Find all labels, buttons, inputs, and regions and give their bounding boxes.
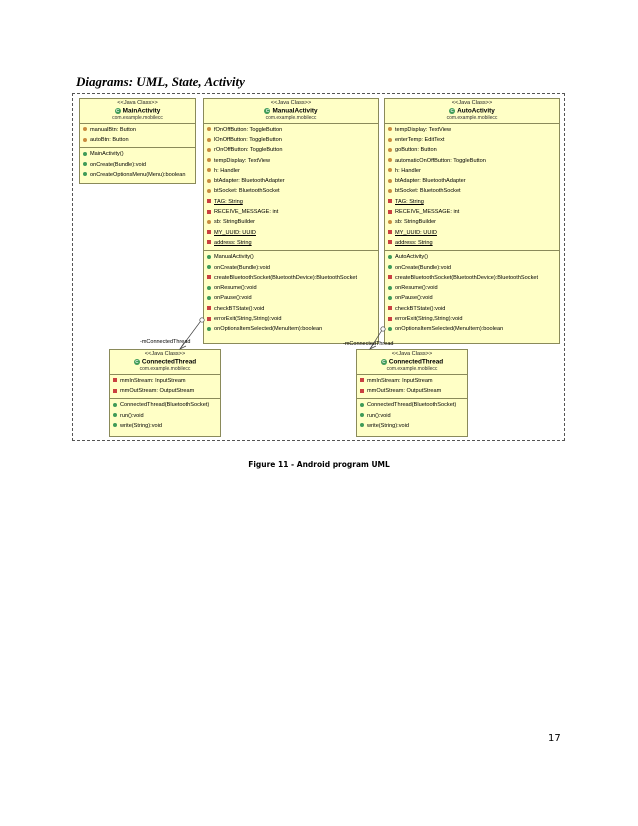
field-row: mmInStream: InputStream	[360, 376, 464, 386]
static-field-row: RECEIVE_MESSAGE: int	[388, 207, 556, 217]
stereotype-label: <<Java Class>>	[451, 100, 493, 106]
method-row: createBluetoothSocket(BluetoothDevice):BluetoothSocket	[388, 273, 556, 283]
stereotype-label: <<Java Class>>	[270, 100, 312, 106]
package-label: com.example.mobilecc	[265, 114, 317, 121]
method-row: onOptionsItemSelected(MenuItem):boolean	[388, 324, 556, 334]
class-icon: C	[450, 107, 454, 113]
package-label: com.example.mobilecc	[139, 365, 191, 372]
method-row: createBluetoothSocket(BluetoothDevice):BluetoothSocket	[207, 273, 375, 283]
static-field-row: TAG: String	[207, 197, 375, 207]
section-heading: Diagrams: UML, State, Activity	[76, 74, 245, 89]
method-row: write(String):void	[360, 421, 464, 431]
field-row: manualBtn: Button	[83, 125, 192, 135]
method-row: checkBTState():void	[388, 304, 556, 314]
field-row: sb: StringBuilder	[207, 217, 375, 227]
method-row: onCreate(Bundle):void	[83, 160, 192, 170]
class-icon: C	[265, 107, 270, 113]
class-icon: C	[135, 358, 139, 364]
class-name: C MainActivity	[116, 107, 161, 115]
method-row: ManualActivity()	[207, 252, 375, 262]
field-row: lOnOffButton: ToggleButton	[207, 135, 375, 145]
class-name: C ConnectedThread	[382, 358, 444, 366]
method-row: checkBTState():void	[207, 304, 375, 314]
class-icon: C	[382, 358, 386, 364]
field-row: h: Handler	[388, 166, 556, 176]
stereotype-label: <<Java Class>>	[391, 351, 433, 357]
class-name: C ManualActivity	[265, 107, 318, 115]
package-label: com.example.mobilecc	[446, 114, 498, 121]
static-field-row: MY_UUID: UUID	[388, 228, 556, 238]
field-row: tempDisplay: TextView	[207, 156, 375, 166]
field-row: automaticOnOffButton: ToggleButton	[388, 156, 556, 166]
field-row: fOnOffButton: ToggleButton	[207, 125, 375, 135]
method-row: onCreate(Bundle):void	[207, 263, 375, 273]
method-row: onOptionsItemSelected(MenuItem):boolean	[207, 324, 375, 334]
method-row: onResume():void	[388, 283, 556, 293]
field-row: autoBtn: Button	[83, 135, 192, 145]
field-row: btAdapter: BluetoothAdapter	[207, 176, 375, 186]
method-row: onPause():void	[388, 293, 556, 303]
class-name: C ConnectedThread	[135, 358, 197, 366]
method-row: ConnectedThread(BluetoothSocket)	[360, 400, 464, 410]
field-row: h: Handler	[207, 166, 375, 176]
static-field-row: MY_UUID: UUID	[207, 228, 375, 238]
field-row: rOnOffButton: ToggleButton	[207, 145, 375, 155]
static-field-row: TAG: String	[388, 197, 556, 207]
method-row: run():void	[360, 411, 464, 421]
stereotype-label: <<Java Class>>	[144, 351, 186, 357]
method-row: errorExit(String,String):void	[388, 314, 556, 324]
method-row: ConnectedThread(BluetoothSocket)	[113, 400, 217, 410]
method-row: onResume():void	[207, 283, 375, 293]
method-row: MainActivity()	[83, 149, 192, 159]
field-row: enterTemp: EditText	[388, 135, 556, 145]
page-number: 17	[548, 733, 561, 744]
method-row: AutoActivity()	[388, 252, 556, 262]
field-row: sb: StringBuilder	[388, 217, 556, 227]
method-row: errorExit(String,String):void	[207, 314, 375, 324]
method-row: write(String):void	[113, 421, 217, 431]
package-label: com.example.mobilecc	[112, 114, 163, 121]
field-row: btSocket: BluetoothSocket	[207, 186, 375, 196]
method-row: onCreate(Bundle):void	[388, 263, 556, 273]
field-row: btAdapter: BluetoothAdapter	[388, 176, 556, 186]
field-row: goButton: Button	[388, 145, 556, 155]
field-row: mmOutStream: OutputStream	[113, 386, 217, 396]
class-icon: C	[116, 107, 120, 113]
association-label-right: -mConnectedThread	[343, 341, 394, 347]
field-row: mmInStream: InputStream	[113, 376, 217, 386]
nesting-marker-left	[200, 318, 204, 322]
static-field-row: RECEIVE_MESSAGE: int	[207, 207, 375, 217]
method-row: run():void	[113, 411, 217, 421]
field-row: mmOutStream: OutputStream	[360, 386, 464, 396]
static-field-row: address: String	[388, 238, 556, 248]
package-label: com.example.mobilecc	[386, 365, 438, 372]
static-field-row: address: String	[207, 238, 375, 248]
stereotype-label: <<Java Class>>	[117, 100, 158, 106]
field-row: tempDisplay: TextView	[388, 125, 556, 135]
method-row: onPause():void	[207, 293, 375, 303]
nesting-marker-right	[381, 327, 385, 331]
association-label-left: -mConnectedThread	[140, 339, 191, 345]
field-row: btSocket: BluetoothSocket	[388, 186, 556, 196]
figure-caption: Figure 11 - Android program UML	[248, 460, 390, 469]
class-name: C AutoActivity	[450, 107, 495, 115]
method-row: onCreateOptionsMenu(Menu):boolean	[83, 170, 192, 180]
